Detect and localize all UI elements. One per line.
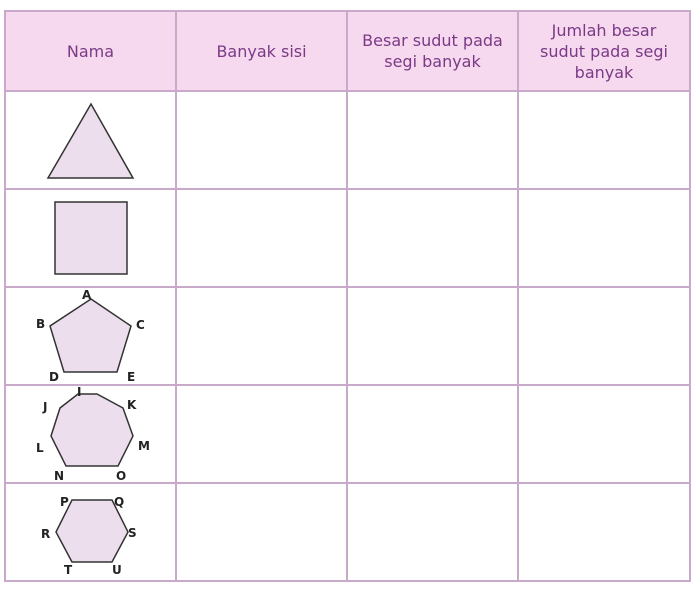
- vertex-label-a: A: [82, 288, 92, 302]
- input-cell-jumlah-sudut[interactable]: [518, 189, 690, 287]
- input-cell-banyak-sisi[interactable]: [176, 483, 347, 581]
- table-row-pentagon: [5, 287, 690, 385]
- table-row-heptagon: [5, 385, 690, 483]
- shape-cell-heptagon: [5, 385, 176, 483]
- input-cell-banyak-sisi[interactable]: [176, 287, 347, 385]
- vertex-label-o: O: [116, 469, 127, 482]
- shape-cell-triangle: [5, 91, 176, 189]
- header-banyak-sisi: Banyak sisi: [176, 11, 347, 91]
- table-row-triangle: [5, 91, 690, 189]
- input-cell-jumlah-sudut[interactable]: [518, 91, 690, 189]
- input-cell-banyak-sisi[interactable]: [176, 385, 347, 483]
- vertex-label-r: R: [41, 527, 51, 541]
- vertex-label-p: P: [60, 495, 69, 509]
- vertex-label-n: N: [54, 469, 65, 482]
- vertex-label-s: S: [128, 526, 137, 540]
- vertex-label-k: K: [127, 398, 137, 412]
- hexagon-shape: [6, 484, 177, 580]
- triangle-shape: [6, 92, 177, 188]
- table-row-hexagon: [5, 483, 690, 581]
- vertex-label-q: Q: [114, 495, 125, 509]
- input-cell-banyak-sisi[interactable]: [176, 189, 347, 287]
- polygon-table: [4, 10, 691, 582]
- square-shape: [6, 190, 177, 286]
- vertex-label-t: T: [64, 563, 73, 577]
- input-cell-besar-sudut[interactable]: [347, 385, 518, 483]
- header-row: [5, 11, 690, 91]
- vertex-label-c: C: [136, 318, 145, 332]
- shape-cell-hexagon: [5, 483, 176, 581]
- input-cell-jumlah-sudut[interactable]: [518, 287, 690, 385]
- input-cell-besar-sudut[interactable]: [347, 287, 518, 385]
- header-jumlah-besar-sudut: Jumlah besar sudut pada segi banyak: [518, 11, 690, 91]
- vertex-label-i: I: [77, 386, 82, 399]
- input-cell-jumlah-sudut[interactable]: [518, 483, 690, 581]
- table-row-square: [5, 189, 690, 287]
- vertex-label-l: L: [36, 441, 44, 455]
- input-cell-jumlah-sudut[interactable]: [518, 385, 690, 483]
- header-nama: Nama: [5, 11, 176, 91]
- vertex-label-m: M: [138, 439, 150, 453]
- shape-cell-square: [5, 189, 176, 287]
- input-cell-besar-sudut[interactable]: [347, 483, 518, 581]
- input-cell-banyak-sisi[interactable]: [176, 91, 347, 189]
- vertex-label-u: U: [112, 563, 122, 577]
- vertex-label-j: J: [43, 400, 48, 414]
- vertex-label-b: B: [36, 317, 46, 331]
- vertex-label-e: E: [127, 370, 136, 384]
- heptagon-shape: [6, 386, 177, 482]
- input-cell-besar-sudut[interactable]: [347, 189, 518, 287]
- shape-cell-pentagon: [5, 287, 176, 385]
- pentagon-shape: [6, 288, 177, 384]
- vertex-label-d: D: [49, 370, 59, 384]
- header-besar-sudut: Besar sudut pada segi banyak: [347, 11, 518, 91]
- input-cell-besar-sudut[interactable]: [347, 91, 518, 189]
